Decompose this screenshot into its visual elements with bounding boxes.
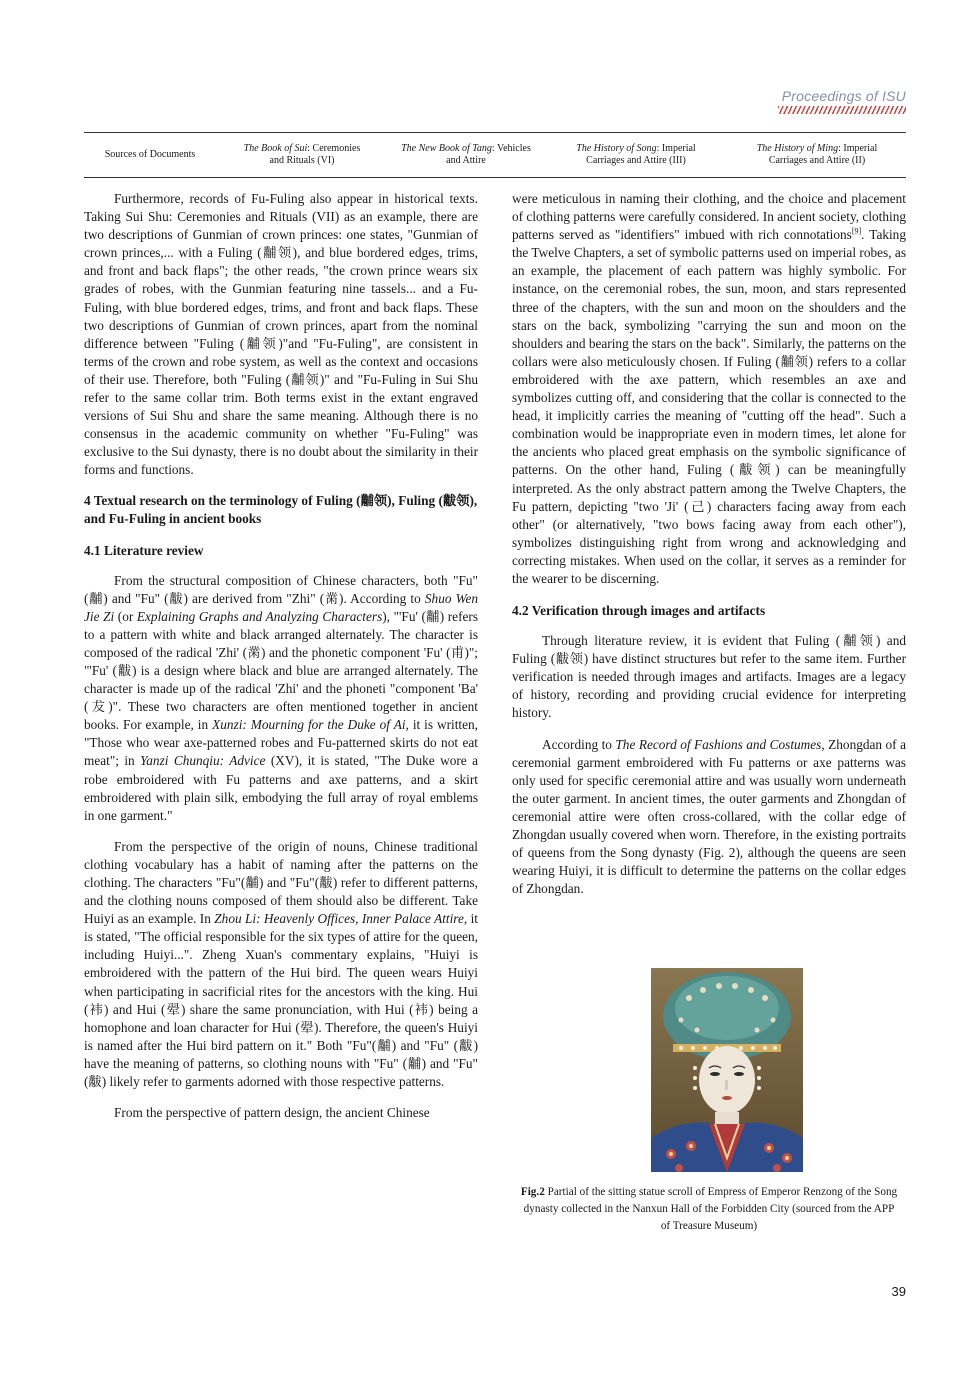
section-heading-4-2: 4.2 Verification through images and artifacts	[512, 603, 766, 619]
right-column	[512, 190, 906, 898]
page-number: 39	[891, 1284, 906, 1299]
journal-header-hatch	[778, 106, 906, 114]
source-cell-sui: The Book of Sui: Ceremonies and Rituals (VI)	[243, 143, 361, 166]
section-heading-4: 4 Textual research on the terminology of Fuling (黼领), Fuling (黻领), and Fu-Fuling in ancient books	[84, 492, 478, 526]
paragraph-fu-fuling-records: Furthermore, records of Fu-Fuling also appear in historical texts. Taking Sui Shu: Ceremonies and Rituals (VII) as an example, there are two descriptions of Gunmian of crown princes: one states, "Gunmian of crown princes,... with a Fuling (黼领), and blue bordered edges, trims, and front and back flaps"; the other reads, "the crown prince wears six grades of robes, with the Gunmian featuring nine tassels... and a Fu-Fuling, with blue bordered edges, trims, and front and back flaps. These two descriptions of Gunmian of crown princes, apart from the nominal difference between "Fuling (黼领)"and "Fu-Fuling", are consistent in terms of the crown and robe system, as well as the context and occasions of their use. Therefore, both "Fuling (黼领)" and "Fu-Fuling in Sui Shu refer to the same collar trim. Both terms exist in the extant engraved versions of Sui Shu and share the same meaning. Although there is no consensus in the academic community on whether "Fu-Fuling" was exclusive to the Sui dynasty, there is no doubt about the similarity in their forms and functions.	[84, 191, 478, 478]
paragraph-fashion-record: According to The Record of Fashions and Costumes, Zhongdan of a ceremonial garment embroidered with Fu patterns or axe patterns was only used for specific ceremonial attire and was usually worn underneath the outer garment. In ancient times, the outer garments and Zhongdan of ceremonial attire were often cross-collared, with the collar edge of Zhongdan usually covered when worn. Therefore, in the existing portraits of queens from the Song dynasty (Fig. 2), although the queens are seen wearing Huiyi, it is difficult to determine the patterns on the collar edges of Zhongdan.	[512, 736, 906, 897]
section-heading-4-1: 4.1 Literature review	[84, 542, 204, 558]
citation-ref-9[interactable]: [9]	[851, 226, 862, 236]
left-column	[84, 190, 478, 1122]
sources-row-label: Sources of Documents	[104, 149, 196, 160]
figure-caption: Fig.2 Partial of the sitting statue scroll of Empress of Emperor Renzong of the Song dynasty collected in the Nanxun Hall of the Forbidden City (sourced from the APP of Treasure Museum)	[520, 1186, 898, 1232]
figure-label: Fig.2	[520, 1186, 545, 1198]
source-cell-ming: The History of Ming: Imperial Carriages and Attire (II)	[756, 143, 878, 166]
empress-portrait-illustration	[651, 968, 803, 1172]
journal-header-title: Proceedings of ISU	[781, 88, 906, 104]
paragraph-structural-composition: From the structural composition of Chinese characters, both "Fu"(黼) and "Fu" (黻) are derived from "Zhi" (黹). According to Shuo Wen Jie Zi (or Explaining Graphs and Analyzing Characters), "'Fu' (黼) refers to a pattern with white and black arranged alternately. The character is composed of the radical 'Zhi' (黹) and the phonetic component 'Fu' (甫)"; "'Fu' (黻) is a design where black and blue are arranged alternately. The character is made up of the radical 'Zhi' and the phoneti "component 'Ba' (犮)". These two characters are often mentioned together in ancient books. For example, in Xunzi: Mourning for the Duke of Ai, it is written, "Those who wear axe-patterned robes and Fu-patterned skirts do not eat meat"; in Yanzi Chunqiu: Advice (XV), it is stated, "The Duke wore a robe embroidered with Fu patterns and axe patterns, and a skirt embroidered with plain silk, embodying the full array of royal emblems in one garment."	[84, 572, 479, 823]
paragraph-origin-of-nouns: From the perspective of the origin of nouns, Chinese traditional clothing vocabulary has a habit of naming after the patterns on the clothing. The characters "Fu"(黼) and "Fu"(黻) refer to different patterns, and the clothing nouns composed of them should also be different. Take Huiyi as an example. In Zhou Li: Heavenly Offices, Inner Palace Attire, it is stated, "The official responsible for the six types of attire for the queen, including Huiyi...". Zheng Xuan's commentary explains, "Huiyi is embroidered with the pattern of the Hui bird. The queen wears Huiyi when participating in sacrificial rites for the ancestors with the king. Hui (袆) and Hui (翚) share the same pronunciation, with Hui (袆) being a homophone and loan character for Hui (翚). Therefore, the queen's Huiyi is named after the Hui bird pattern on it." Both "Fu"(黼) and "Fu" (黻) have the meaning of patterns, so clothing nouns with "Fu" (黼) and "Fu" (黻) likely refer to garments adorned with those respective patterns.	[84, 838, 479, 1090]
source-cell-song: The History of Song: Imperial Carriages and Attire (III)	[576, 143, 696, 166]
sources-table	[84, 132, 906, 178]
paragraph-clothing-naming: were meticulous in naming their clothing, and the choice and placement of clothing patterns were carefully considered. In ancient society, clothing patterns served as "identifiers" imbued with rich connotations[9]. Taking the Twelve Chapters, a set of symbolic patterns used on imperial robes, as an example, the placement of each pattern was highly symbolic. For instance, on the ceremonial robes, the sun, moon, and stars represented three of the chapters, with the sun and moon on the shoulders and the stars on the back, symbolizing "carrying the sun and moon on the shoulders and bearing the stars on the back". Similarly, the patterns on the collars were also meticulously chosen. If Fuling (黼领) refers to a collar embroidered with the axe pattern, which resembles an axe and symbolizes cutting off, and considering that the collar is connected to the head, it implicitly carries the meaning of "cutting off the head". Such a combination would be inappropriate even in modern times, let alone for the ancients who placed great emphasis on the symbolic significance of patterns. On the other hand, Fuling (黻领) can be meaningfully interpreted. As the only abstract pattern among the Twelve Chapters, the Fu pattern, depicting "two 'Ji' (己) characters facing away from each other" (or alternatively, "two bows facing away from each other"), symbolizes distinguishing right from wrong and acknowledging and correcting mistakes. When used on the collar, it serves as a reminder for the wearer to be discerning.	[512, 191, 906, 586]
empress-portrait-image	[651, 968, 803, 1172]
source-cell-tang: The New Book of Tang: Vehicles and Attire	[401, 143, 531, 166]
paragraph-pattern-design: From the perspective of pattern design, the ancient Chinese	[114, 1105, 430, 1121]
paragraph-literature-evidence: Through literature review, it is evident that Fuling (黼领) and Fuling (黻领) have distinct structures but refer to the same item. Further verification is needed through images and artifacts. Images are a legacy of history, recording and providing crucial evidence for interpreting history.	[512, 633, 906, 721]
